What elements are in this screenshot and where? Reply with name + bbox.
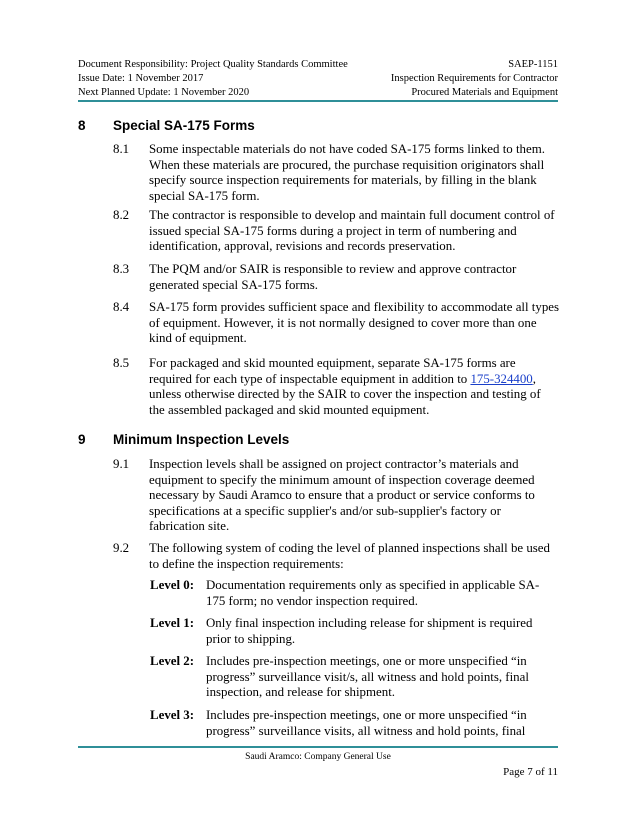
clause-number: 8.1 — [113, 142, 130, 156]
header-responsibility: Document Responsibility: Project Quality Standards Committee — [78, 59, 348, 70]
level-text: Documentation requirements only as specified in applicable SA-175 form; no vendor inspection required. — [206, 578, 540, 608]
header-title-line2: Procured Materials and Equipment — [411, 87, 558, 98]
clause-text: The contractor is responsible to develop and maintain full document control of issued special SA-175 forms during a project in term of numbering and identification, approval, revisions and records preservation. — [149, 208, 555, 254]
section-title: Special SA-175 Forms — [113, 118, 255, 133]
section-number: 8 — [78, 118, 86, 133]
clause-number: 8.5 — [113, 356, 130, 370]
level-label: Level 3: — [150, 708, 195, 722]
header-doc-number: SAEP-1151 — [508, 59, 558, 70]
header-rule — [78, 100, 558, 102]
level-text: Includes pre-inspection meetings, one or more unspecified “in progress” surveillance visit/s, all witness and hold points, final inspection, and release for shipment. — [206, 654, 529, 700]
page-number: Page 7 of 11 — [503, 766, 558, 778]
clause-number: 8.3 — [113, 262, 130, 276]
header-title-line1: Inspection Requirements for Contractor — [390, 73, 558, 84]
clause-text-after: , unless otherwise directed by the SAIR to cover the inspection and testing of the assembled packaged and skid mounted equipment. — [149, 371, 541, 417]
clause-text: The following system of coding the level of planned inspections shall be used to define the inspection requirements: — [149, 541, 550, 571]
clause-number: 8.2 — [113, 208, 130, 222]
footer-classification: Saudi Aramco: Company General Use — [245, 752, 391, 762]
section-title: Minimum Inspection Levels — [113, 432, 290, 447]
header-next-update: Next Planned Update: 1 November 2020 — [78, 87, 250, 98]
level-text: Only final inspection including release for shipment is required prior to shipping. — [206, 616, 533, 646]
clause-number: 9.1 — [113, 457, 130, 471]
level-label: Level 0: — [150, 578, 195, 592]
level-label: Level 1: — [150, 616, 195, 630]
form-link-175-324400[interactable]: 175-324400 — [470, 371, 533, 386]
level-text: Includes pre-inspection meetings, one or more unspecified “in progress” surveillance visits, all witness and hold points, final — [206, 708, 527, 738]
clause-text: SA-175 form provides sufficient space and flexibility to accommodate all types of equipment. However, it is not normally designed to cover more than one kind of equipment. — [149, 300, 560, 346]
footer-rule — [78, 746, 558, 748]
header-right — [318, 58, 558, 100]
clause-text: Some inspectable materials do not have coded SA-175 forms linked to them. When these materials are procured, the purchase requisition originators shall specify source inspection requirements for materials, by filling in the blank special SA-175 form. — [149, 142, 545, 203]
level-label: Level 2: — [150, 654, 195, 668]
header-issue-date: Issue Date: 1 November 2017 — [78, 73, 204, 84]
section-number: 9 — [78, 432, 86, 447]
clause-number: 9.2 — [113, 541, 130, 555]
clause-text-before: For packaged and skid mounted equipment, separate SA-175 forms are required for each type of inspectable equipment in addition to — [149, 356, 516, 386]
clause-number: 8.4 — [113, 300, 130, 314]
clause-text — [149, 356, 559, 418]
clause-text: Inspection levels shall be assigned on project contractor’s materials and equipment to specify the minimum amount of inspection coverage deemed necessary by Saudi Aramco to ensure that a product or service conforms to specifications at a specific supplier's and/or sub-supplier's factory or fabrication site. — [149, 457, 535, 534]
clause-text: The PQM and/or SAIR is responsible to review and approve contractor generated special SA-175 forms. — [149, 262, 517, 292]
